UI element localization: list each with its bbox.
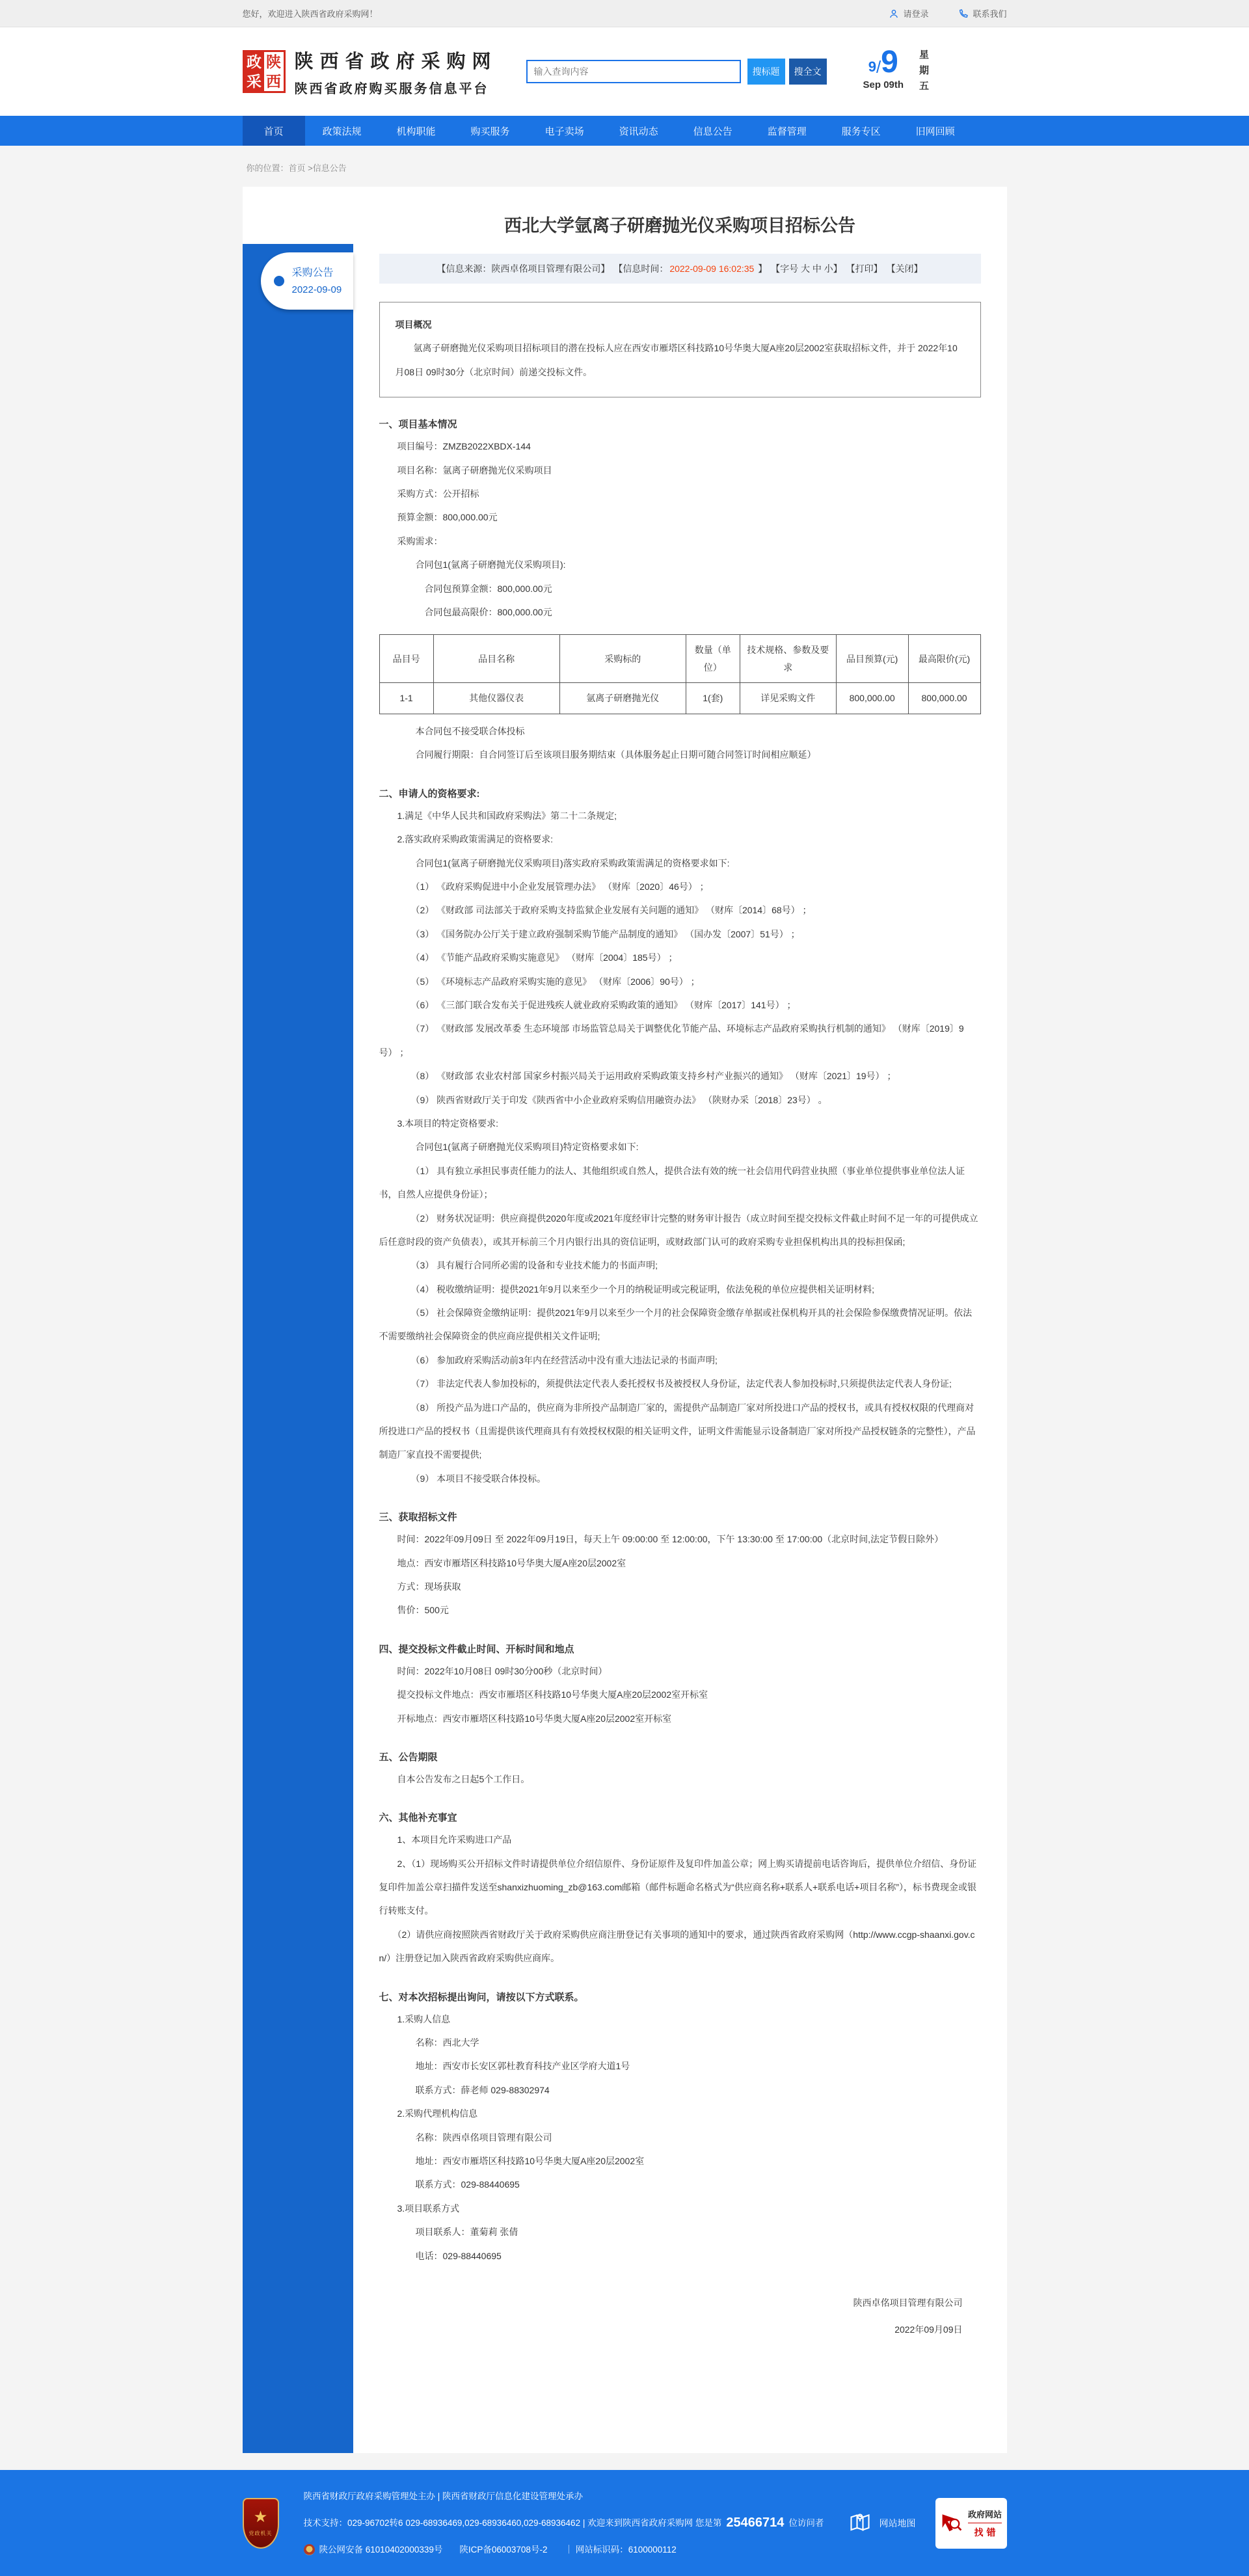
site-logo[interactable] (243, 47, 498, 97)
nav-item[interactable]: 监督管理 (767, 126, 807, 137)
body-line: （1） 具有独立承担民事责任能力的法人、其他组织或自然人，提供合法有效的统一社会信用代码营业执照（事业单位提供事业单位法人证书，自然人应提供身份证）； (379, 1165, 965, 1200)
section-lines (379, 1659, 981, 1730)
body-line: 1、本项目允许采购进口产品 (379, 1834, 512, 1845)
project-overview-box (379, 302, 981, 397)
article-meta-bar (379, 254, 981, 284)
body-line: 预算金额：800,000.00元 (379, 512, 498, 523)
body-line: （2）请供应商按照陕西省财政厅关于政府采购供应商注册登记有关事项的通知中的要求，通过陕西省政府采购网（http://www.ccgp-shaanxi.gov.cn/）注册登记加入陕西省政府采购供应商库。 (379, 1929, 975, 1964)
section-qualification (379, 786, 981, 1490)
body-line: 提交投标文件地点：西安市雁塔区科技路10号华奥大厦A座20层2002室开标室 (379, 1689, 708, 1700)
table-cell: 800,000.00 (836, 683, 908, 714)
nav-item[interactable]: 资讯动态 (619, 126, 658, 137)
section-heading: 三、获取招标文件 (379, 1512, 457, 1523)
info-time-prefix: 【信息时间： (613, 263, 669, 274)
body-line: 联系方式：薛老师 029-88302974 (379, 2084, 550, 2095)
section-heading: 七、对本次招标提出询问，请按以下方式联系。 (379, 1991, 584, 2003)
table-cell: 800,000.00 (908, 683, 980, 714)
nav-item[interactable]: 电子卖场 (544, 126, 584, 137)
body-line: （8） 《财政部 农业农村部 国家乡村振兴局关于运用政府采购政策支持乡村产业振兴的通知》 （财库〔2021〕19号） ； (379, 1071, 896, 1082)
sidebar (243, 187, 353, 2453)
body-line: 合同包1(氩离子研磨抛光仪采购项目): (379, 559, 566, 570)
body-line: 1.满足《中华人民共和国政府采购法》第二十二条规定; (379, 810, 617, 821)
table-header-cell: 品目名称 (433, 635, 559, 683)
info-source: 【信息来源：陕西卓佲项目管理有限公司】 (436, 263, 610, 274)
party-government-emblem-icon: ★ 党政机关 (243, 2498, 279, 2549)
body-line: 采购方式：公开招标 (379, 488, 479, 499)
body-line: 合同包1(氩离子研磨抛光仪采购项目)落实政府采购政策需满足的资格要求如下: (379, 857, 730, 868)
breadcrumb-separator: > (305, 163, 313, 173)
body-line: 1.采购人信息 (379, 2013, 451, 2024)
body-line: 联系方式：029-88440695 (379, 2179, 520, 2190)
section-lines (379, 719, 981, 767)
nav-item[interactable]: 旧网回顾 (915, 126, 955, 137)
site-code: ｜ 网站标识码：6100000112 (564, 2545, 677, 2555)
table-header-cell: 采购标的 (559, 635, 686, 683)
site-header (0, 27, 1249, 116)
section-heading: 一、项目基本情况 (379, 419, 457, 431)
nav-item[interactable]: 机构职能 (396, 126, 436, 137)
breadcrumb (243, 146, 1007, 187)
body-line: 合同包最高限价：800,000.00元 (379, 606, 552, 617)
breadcrumb-current-link[interactable]: 信息公告 (312, 163, 347, 173)
user-icon (889, 8, 899, 19)
table-header-cell: 技术规格、参数及要求 (740, 635, 836, 683)
overview-body: 氩离子研磨抛光仪采购项目招标项目的潜在投标人应在西安市雁塔区科技路10号华奥大厦A座20层2002室获取招标文件，并于 2022年10月08日 09时30分（北京时间）前递交投标文件。 (395, 343, 958, 377)
section-heading: 五、公告期限 (379, 1751, 438, 1763)
sitemap-label: 网站地图 (879, 2517, 916, 2529)
section-lines (379, 1767, 981, 1791)
footer (0, 2470, 1249, 2576)
error-finder-icon (940, 2510, 963, 2536)
breadcrumb-home-link[interactable]: 首页 (288, 163, 306, 173)
body-line: 采购需求： (379, 535, 443, 546)
body-line: 合同履行期限：自合同签订后至该项目服务期结束（具体服务起止日期可随合同签订时间相应顺延） (379, 749, 816, 760)
body-line: （2） 《财政部 司法部关于政府采购支持监狱企业发展有关问题的通知》 （财库〔2014〕68号） ； (379, 905, 812, 916)
body-line: 方式：现场获取 (379, 1581, 461, 1592)
emblem-label: 党政机关 (248, 2530, 273, 2536)
nav-item[interactable]: 服务专区 (841, 126, 881, 137)
body-line: 本合同包不接受联合体投标 (379, 726, 525, 737)
info-time-suffix: 】 (755, 263, 768, 274)
signature-block (379, 2290, 981, 2342)
gov-site-error-report-badge[interactable] (935, 2498, 1007, 2549)
footer-organizer-line: 陕西省财政厅政府采购管理处主办 | 陕西省财政厅信息化建设管理处承办 (303, 2491, 584, 2502)
body-line: （9） 陕西省财政厅关于印发《陕西省中小企业政府采购信用融资办法》 （陕财办采〔2018〕23号） 。 (379, 1094, 827, 1105)
body-line: 地址：西安市长安区郭杜教育科技产业区学府大道1号 (379, 2061, 630, 2072)
body-line: （4） 《节能产品政府采购实施意见》 （财库〔2004〕185号） ； (379, 952, 678, 963)
date-english: Sep 09th (863, 79, 904, 90)
seal-char: 采 (247, 72, 262, 90)
search-area (526, 59, 827, 85)
section-lines (379, 1527, 981, 1622)
page-title: 西北大学氩离子研磨抛光仪采购项目招标公告 (504, 216, 855, 235)
sidebar-column (243, 244, 353, 2453)
date-separator: / (876, 57, 881, 77)
body-line: 项目联系人：董菊莉 张倩 (379, 2227, 518, 2238)
body-line: （6） 参加政府采购活动前3年内在经营活动中没有重大违法记录的书面声明; (379, 1354, 718, 1365)
body-line: （7） 非法定代表人参加投标的，须提供法定代表人委托授权书及被授权人身份证，法定代表人参加投标时,只须提供法定代表人身份证; (379, 1378, 952, 1389)
nav-item[interactable]: 首页 (243, 116, 305, 146)
body-line: （4） 税收缴纳证明：提供2021年9月以来至少一个月的纳税证明或完税证明，依法免税的单位应提供相关证明材料; (379, 1283, 874, 1295)
table-header-cell: 品目预算(元) (836, 635, 908, 683)
body-line: （3） 《国务院办公厅关于建立政府强制采购节能产品制度的通知》 （国办发〔2007〕51号） ； (379, 928, 800, 939)
date-month: 9 (868, 59, 876, 75)
body-line: 项目编号：ZMZB2022XBDX-144 (379, 441, 531, 452)
seal-char: 陕 (266, 53, 281, 70)
article (353, 187, 1007, 2453)
body-line: 名称：陕西卓佲项目管理有限公司 (379, 2132, 552, 2143)
search-title-button[interactable]: 搜标题 (747, 59, 785, 85)
section-lines (379, 435, 981, 624)
site-subtitle: 陕西省政府购买服务信息平台 (294, 81, 489, 96)
signature-company: 陕西卓佲项目管理有限公司 (853, 2297, 963, 2308)
body-line: 2.采购代理机构信息 (379, 2108, 478, 2119)
body-line: 3.项目联系方式 (379, 2203, 460, 2214)
body-line: 2.落实政府采购政策需满足的资格要求: (379, 834, 554, 845)
body-line: 售价：500元 (379, 1605, 449, 1616)
search-fulltext-button[interactable]: 搜全文 (789, 59, 827, 85)
body-line: 地点：西安市雁塔区科技路10号华奥大厦A座20层2002室 (379, 1557, 626, 1568)
body-line: 时间：2022年10月08日 09时30分00秒（北京时间） (379, 1665, 608, 1676)
table-header-cell: 品目号 (379, 635, 433, 683)
body-line: 合同包预算金额：800,000.00元 (379, 583, 552, 594)
body-line: 合同包1(氩离子研磨抛光仪采购项目)特定资格要求如下: (379, 1142, 639, 1153)
seal-char: 西 (266, 72, 281, 90)
body-line: （8） 所投产品为进口产品的，供应商为非所投产品制造厂家的，需提供产品制造厂家对所投进口产品的授权书，或具有授权权限的代理商对所投进口产品的授权书（且需提供该代理商具有有效授权权限的相关证明文件，证明文件需能显示设备制造厂家对所投产品授权链条的完整性），产品制造厂家直投不需要提供; (379, 1402, 976, 1460)
body-line: （3） 具有履行合同所必需的设备和专业技术能力的书面声明; (379, 1260, 658, 1271)
section-lines (379, 2007, 981, 2268)
table-cell: 氩离子研磨抛光仪 (559, 683, 686, 714)
table-body (379, 683, 980, 714)
body-line: 电话：029-88440695 (379, 2250, 502, 2261)
welcome-text: 您好，欢迎进入陕西省政府采购网！ (242, 9, 378, 19)
body-line: 开标地点：西安市雁塔区科技路10号华奥大厦A座20层2002室开标室 (379, 1713, 672, 1724)
section-heading: 二、申请人的资格要求: (379, 788, 480, 799)
contact-link[interactable] (958, 7, 1006, 20)
section-heading: 六、其他补充事宜 (379, 1812, 457, 1824)
section-notice-period (379, 1750, 981, 1791)
body-line: （9） 本项目不接受联合体投标。 (379, 1473, 546, 1484)
body-line: 名称：西北大学 (379, 2037, 479, 2048)
section-contacts (379, 1990, 981, 2268)
table-header-cell: 数量（单位） (686, 635, 740, 683)
body-line: （1） 《政府采购促进中小企业发展管理办法》 （财库〔2020〕46号） ； (379, 881, 709, 892)
table-row (379, 683, 980, 714)
sidebar-category-label: 采购公告 (291, 267, 334, 278)
section-basic-info (379, 417, 981, 767)
nav-item[interactable]: 购买服务 (470, 126, 510, 137)
overview-heading: 项目概况 (395, 319, 432, 330)
map-icon (848, 2510, 872, 2536)
section-lines (379, 804, 981, 1490)
main-nav-bar (0, 116, 1249, 146)
police-beian-link[interactable]: 陕公网安备 61010402000339号 (319, 2545, 443, 2555)
body-line: 2、（1）现场购买公开招标文件时请提供单位介绍信原件、身份证原件及复印件加盖公章；网上购买请提前电话咨询后，提供单位介绍信、身份证复印件加盖公章扫描件发送至shanxizhuoming_zb@163.com邮箱（邮件标题命名格式为“供应商名称+联系人+联系电话+项目名称”），标书费现金或银行转账支付。 (379, 1858, 977, 1916)
content-wrapper (243, 187, 1007, 2453)
date-weekday: 星期五 (918, 49, 930, 96)
table-header-cell: 最高限价(元) (908, 635, 980, 683)
body-line: 地址：西安市雁塔区科技路10号华奥大厦A座20层2002室 (379, 2156, 645, 2166)
site-name: 陕西省政府采购网 (294, 51, 498, 72)
body-line: （5） 社会保障资金缴纳证明：提供2021年9月以来至少一个月的社会保障资金缴存单据或社保机构开具的社会保险参保缴费情况证明。依法不需要缴纳社会保障资金的供应商应提供相关文件证明; (379, 1308, 973, 1342)
section-supplementary (379, 1810, 981, 1970)
sitemap-link[interactable] (848, 2510, 916, 2536)
section-heading: 四、提交投标文件截止时间、开标时间和地点 (379, 1643, 574, 1655)
body-line: 项目名称：氩离子研磨抛光仪采购项目 (379, 464, 552, 476)
close-button[interactable]: 【关闭】 (886, 263, 923, 274)
table-cell: 1(套) (686, 683, 740, 714)
info-time: 2022-09-09 16:02:35 (669, 263, 755, 274)
search-input[interactable] (526, 60, 741, 83)
signature-date: 2022年09月09日 (894, 2324, 963, 2335)
footer-beian-line (304, 2539, 824, 2560)
body-line: 时间：2022年09月09日 至 2022年09月19日，每天上午 09:00:00 至 12:00:00，下午 13:30:00 至 17:00:00（北京时间,法定节假日除外） (379, 1534, 944, 1545)
breadcrumb-label: 你的位置： (246, 163, 289, 173)
footer-support-line: 技术支持：029-96702转6 029-68936469,029-68936460,029-68936462 | 欢迎来到陕西省政府采购网 您是第 25466714 位访问者 (304, 2507, 824, 2539)
icp-beian-link[interactable]: 陕ICP备06003708号-2 (459, 2545, 548, 2555)
date-block (863, 47, 958, 96)
table-cell: 详见采购文件 (740, 683, 836, 714)
body-line: （5） 《环境标志产品政府采购实施的意见》 （财库〔2006〕90号） ； (379, 976, 700, 987)
seal-char: 政 (247, 53, 262, 70)
nav-item[interactable]: 政策法规 (322, 126, 362, 137)
logo-seal-icon (243, 50, 286, 93)
table-cell: 其他仪器仪表 (433, 683, 559, 714)
visitor-count: 25466714 (726, 2516, 785, 2530)
topbar (0, 0, 1249, 27)
badge-subtitle: 找错 (974, 2527, 999, 2538)
fontsize-controls[interactable]: 【字号 大 中 小】 (771, 263, 842, 274)
sidebar-date: 2022-09-09 (291, 284, 342, 295)
bullet-dot-icon (274, 276, 284, 286)
print-button[interactable]: 【打印】 (846, 263, 883, 274)
date-day: 9 (881, 45, 898, 79)
sidebar-item-procurement-notice[interactable] (261, 252, 353, 310)
body-line: （7） 《财政部 发展改革委 生态环境部 市场监管总局关于调整优化节能产品、环境标志产品政府采购执行机制的通知》 （财库〔2019〕9号） ； (379, 1023, 964, 1058)
badge-title: 政府网站 (967, 2509, 1002, 2519)
body-line: （2） 财务状况证明：供应商提供2020年度或2021年度经审计完整的财务审计报告（成立时间至提交投标文件截止时间不足一年的可提供成立后任意时段的资产负债表），或其开标前三个月内银行出具的资信证明，或财政部门认可的政府采购专业担保机构出具的投标担保函; (379, 1213, 978, 1247)
section-lines (379, 1828, 981, 1970)
body-line: 自本公告发布之日起5个工作日。 (379, 1773, 530, 1784)
login-label: 请登录 (903, 9, 929, 19)
body-line: 3.本项目的特定资格要求: (379, 1118, 499, 1129)
table-header-row (379, 635, 980, 683)
nav-item[interactable]: 信息公告 (693, 126, 732, 137)
items-table (379, 634, 981, 714)
contact-label: 联系我们 (973, 9, 1007, 19)
police-badge-icon (304, 2544, 315, 2555)
phone-icon (958, 8, 969, 19)
section-deadline (379, 1642, 981, 1730)
section-obtain-documents (379, 1510, 981, 1622)
login-link[interactable] (889, 7, 928, 20)
main-nav (243, 116, 1007, 146)
table-cell: 1-1 (379, 683, 433, 714)
body-line: （6） 《三部门联合发布关于促进残疾人就业政府采购政策的通知》 （财库〔2017〕141号） ； (379, 999, 796, 1010)
